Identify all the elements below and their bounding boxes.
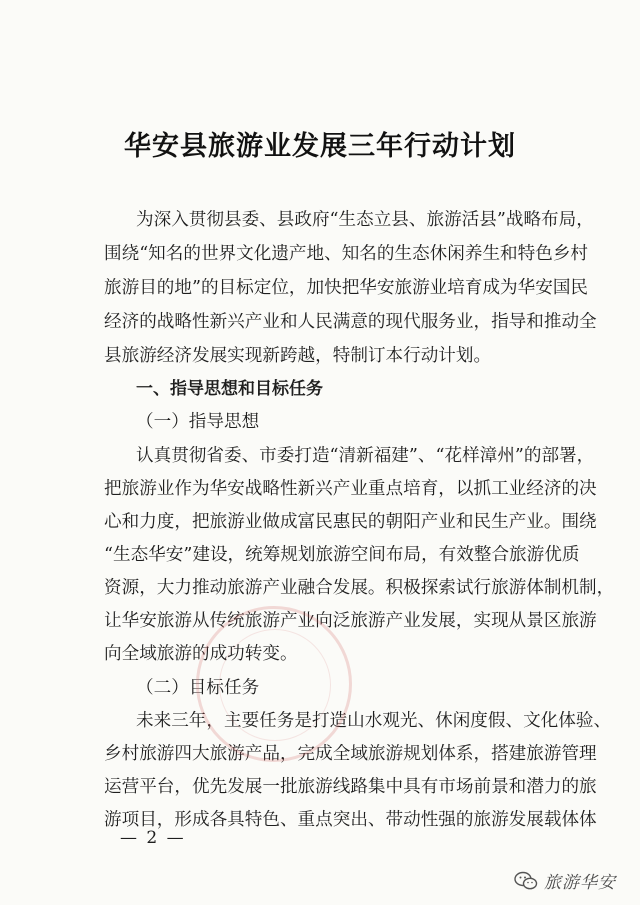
paragraph-line: 把旅游业作为华安战略性新兴产业重点培育，以抓工业经济的决 — [104, 479, 597, 499]
watermark — [514, 868, 616, 893]
watermark-text: 旅游华安 — [544, 873, 616, 893]
paragraph-line: 乡村旅游四大旅游产品，完成全域旅游规划体系，搭建旅游管理 — [104, 744, 597, 764]
official-seal-stamp — [196, 606, 352, 762]
paragraph-line: “生态华安”建设，统筹规划旅游空间布局，有效整合旅游优质 — [104, 545, 580, 565]
intro-line: 县旅游经济发展实现新跨越，特制订本行动计划。 — [104, 346, 492, 366]
wechat-icon — [514, 871, 538, 891]
page-number: — 2 — — [120, 828, 186, 848]
paragraph-line: 让华安旅游从传统旅游产业向泛旅游产业发展，实现从景区旅游 — [104, 611, 597, 631]
section-heading: 一、指导思想和目标任务 — [136, 379, 323, 399]
intro-line: 为深入贯彻县委、县政府“生态立县、旅游活县”战略布局， — [136, 210, 594, 230]
subsection-heading: （二）目标任务 — [136, 678, 260, 698]
paragraph-line: 心和力度，把旅游业做成富民惠民的朝阳产业和民生产业。围绕 — [104, 512, 597, 532]
paragraph-line: 运营平台，优先发展一批旅游线路集中具有市场前景和潜力的旅 — [104, 777, 597, 797]
intro-line: 围绕“知名的世界文化遗产地、知名的生态休闲养生和特色乡村 — [104, 244, 589, 264]
paragraph-line: 认真贯彻省委、市委打造“清新福建”、“花样漳州”的部署， — [136, 446, 595, 466]
paragraph-line: 未来三年，主要任务是打造山水观光、休闲度假、文化体验、 — [136, 711, 612, 731]
subsection-heading: （一）指导思想 — [136, 412, 260, 432]
document-title: 华安县旅游业发展三年行动计划 — [124, 131, 516, 162]
intro-line: 旅游目的地”的目标定位，加快把华安旅游业培育成为华安国民 — [104, 278, 589, 298]
intro-line: 经济的战略性新兴产业和人民满意的现代服务业，指导和推动全 — [104, 312, 597, 332]
paragraph-line: 向全域旅游的成功转变。 — [104, 644, 298, 664]
paragraph-line: 资源，大力推动旅游产业融合发展。积极探索试行旅游体制机制， — [104, 578, 615, 598]
paragraph-line: 游项目，形成各具特色、重点突出、带动性强的旅游发展载体体 — [104, 810, 597, 830]
